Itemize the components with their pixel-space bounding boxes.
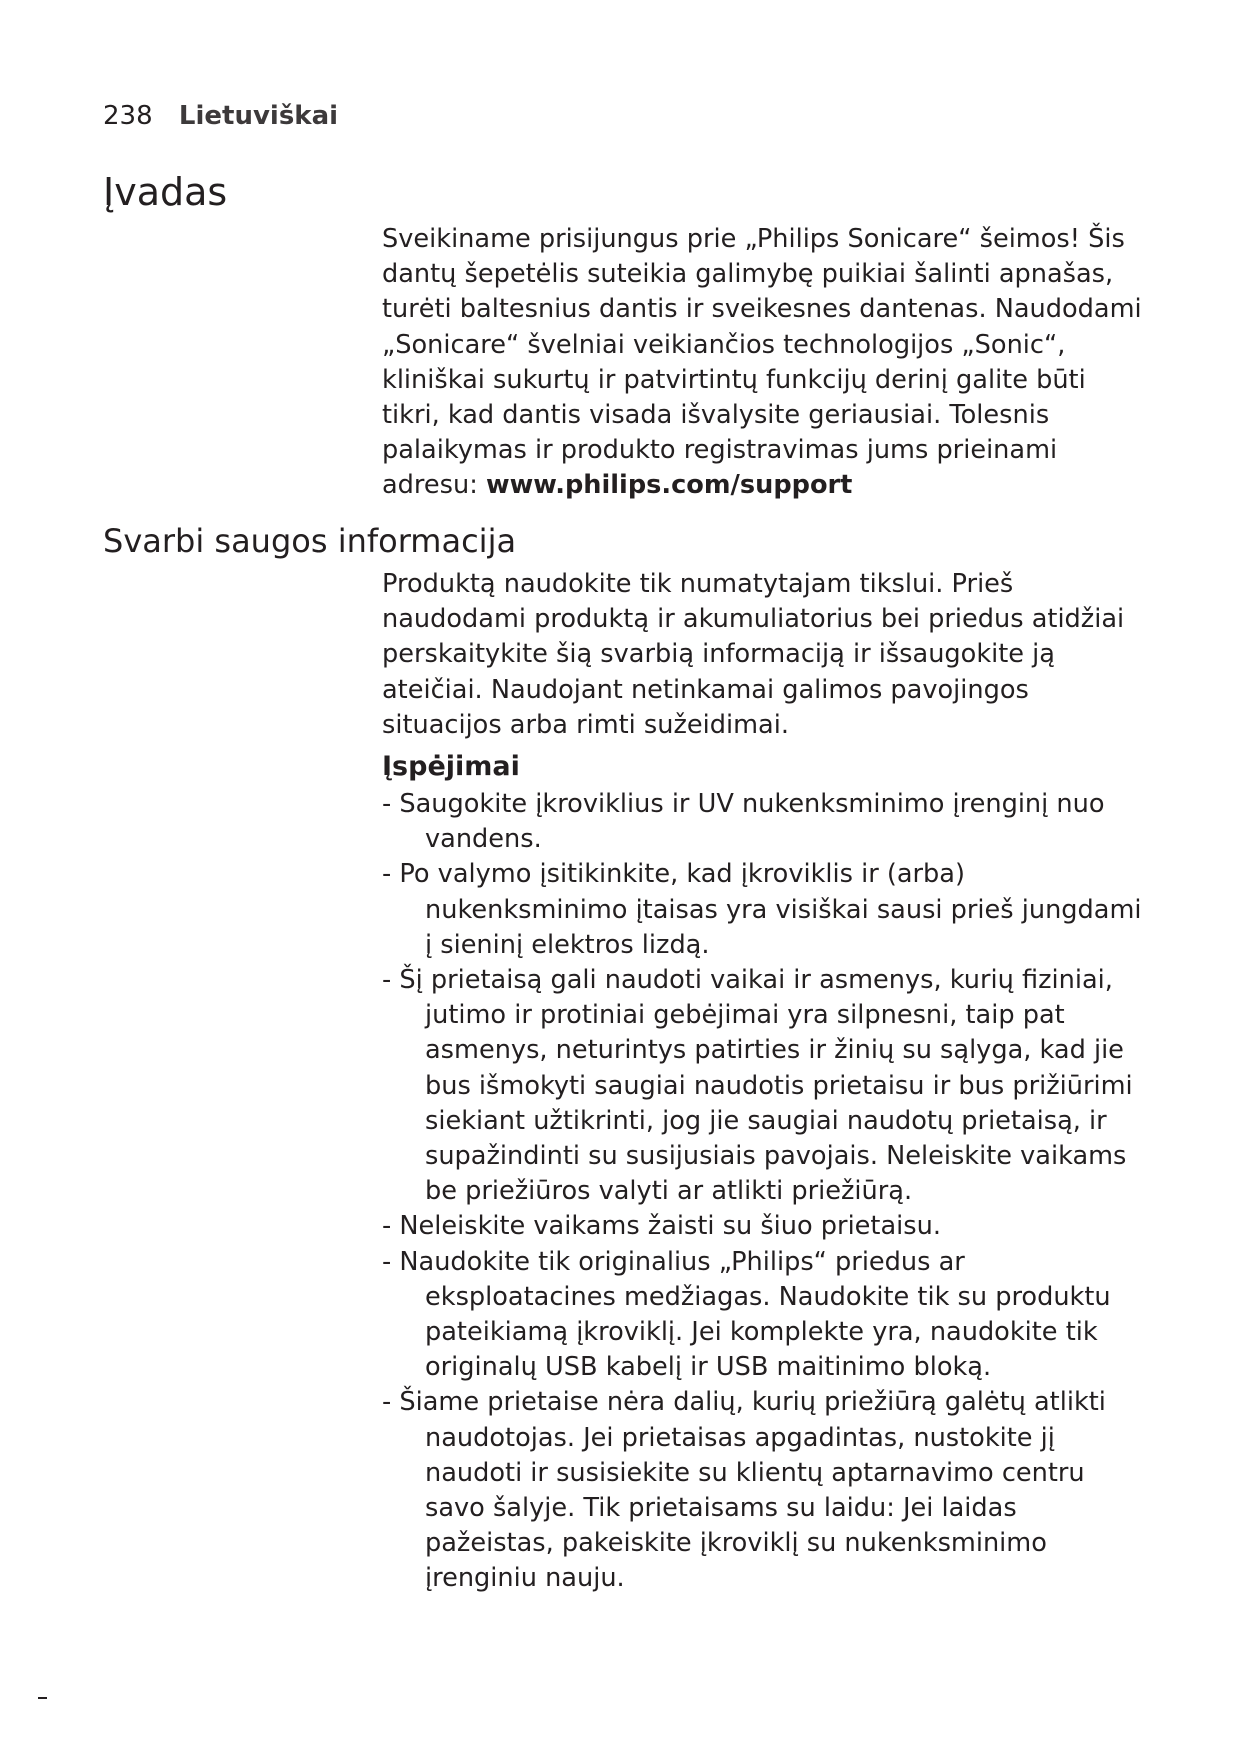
warnings-list (382, 787, 1142, 1597)
safety-section (382, 567, 1142, 1597)
edge-mark (38, 1697, 47, 1699)
warnings-heading: Įspėjimai (382, 751, 520, 783)
list-item: - Saugokite įkroviklius ir UV nukenksminimo įrenginį nuo vandens. (382, 789, 1105, 855)
intro-text: Sveikiname prisijungus prie „Philips Sonicare“ šeimos! Šis dantų šepetėlis suteikia galimybę puikiai šalinti apnašas, turėti baltesnius dantis ir sveikesnes dantenas. Naudodami „Sonicare“ švelniai veikiančios technologijos „Sonic“, kliniškai sukurtų ir patvirtintų funkcijų derinį galite būti tikri, kad dantis visada išvalysite geriausiai. Tolesnis palaikymas ir produkto registravimas jums prieinami adresu: (382, 224, 1142, 501)
intro-paragraph (382, 222, 1142, 504)
list-item: - Šį prietaisą gali naudoti vaikai ir asmenys, kurių fiziniai, jutimo ir protiniai gebėjimai yra silpnesni, taip pat asmenys, neturintys patirties ir žinių su sąlyga, kad jie bus išmokyti saugiai naudotis prietaisu ir bus prižiūrimi siekiant užtikrinti, jog jie saugiai naudotų prietaisą, ir supažindinti su susijusiais pavojais. Neleiskite vaikams be priežiūros valyti ar atlikti priežiūrą. (382, 965, 1133, 1207)
page-number: 238 (103, 101, 153, 131)
language-label: Lietuviškai (178, 101, 339, 131)
safety-heading: Svarbi saugos informacija (103, 522, 517, 560)
list-item: - Naudokite tik originalius „Philips“ priedus ar eksploatacines medžiagas. Naudokite tik su produktu pateikiamą įkroviklį. Jei komplekte yra, naudokite tik originalų USB kabelį ir USB maitinimo bloką. (382, 1246, 1111, 1383)
intro-heading: Įvadas (103, 170, 228, 214)
safety-paragraph: Produktą naudokite tik numatytajam tikslui. Prieš naudodami produktą ir akumuliatorius bei priedus atidžiai perskaitykite šią svarbią informaciją ir išsaugokite ją ateičiai. Naudojant netinkamai galimos pavojingos situacijos arba rimti sužeidimai. (382, 569, 1125, 740)
page-header (103, 98, 338, 134)
intro-section (382, 222, 1142, 504)
support-url: www.philips.com/support (485, 470, 853, 501)
list-item: - Po valymo įsitikinkite, kad įkroviklis ir (arba) nukenksminimo įtaisas yra visiškai sausi prieš jungdami į sieninį elektros lizdą. (382, 859, 1142, 960)
list-item: - Neleiskite vaikams žaisti su šiuo prietaisu. (382, 1211, 941, 1242)
list-item: - Šiame prietaise nėra dalių, kurių priežiūrą galėtų atlikti naudotojas. Jei prietaisas apgadintas, nustokite jį naudoti ir susisiekite su klientų aptarnavimo centru savo šalyje. Tik prietaisams su laidu: Jei laidas pažeistas, pakeiskite įkroviklį su nukenksminimo įrenginiu nauju. (382, 1387, 1106, 1594)
